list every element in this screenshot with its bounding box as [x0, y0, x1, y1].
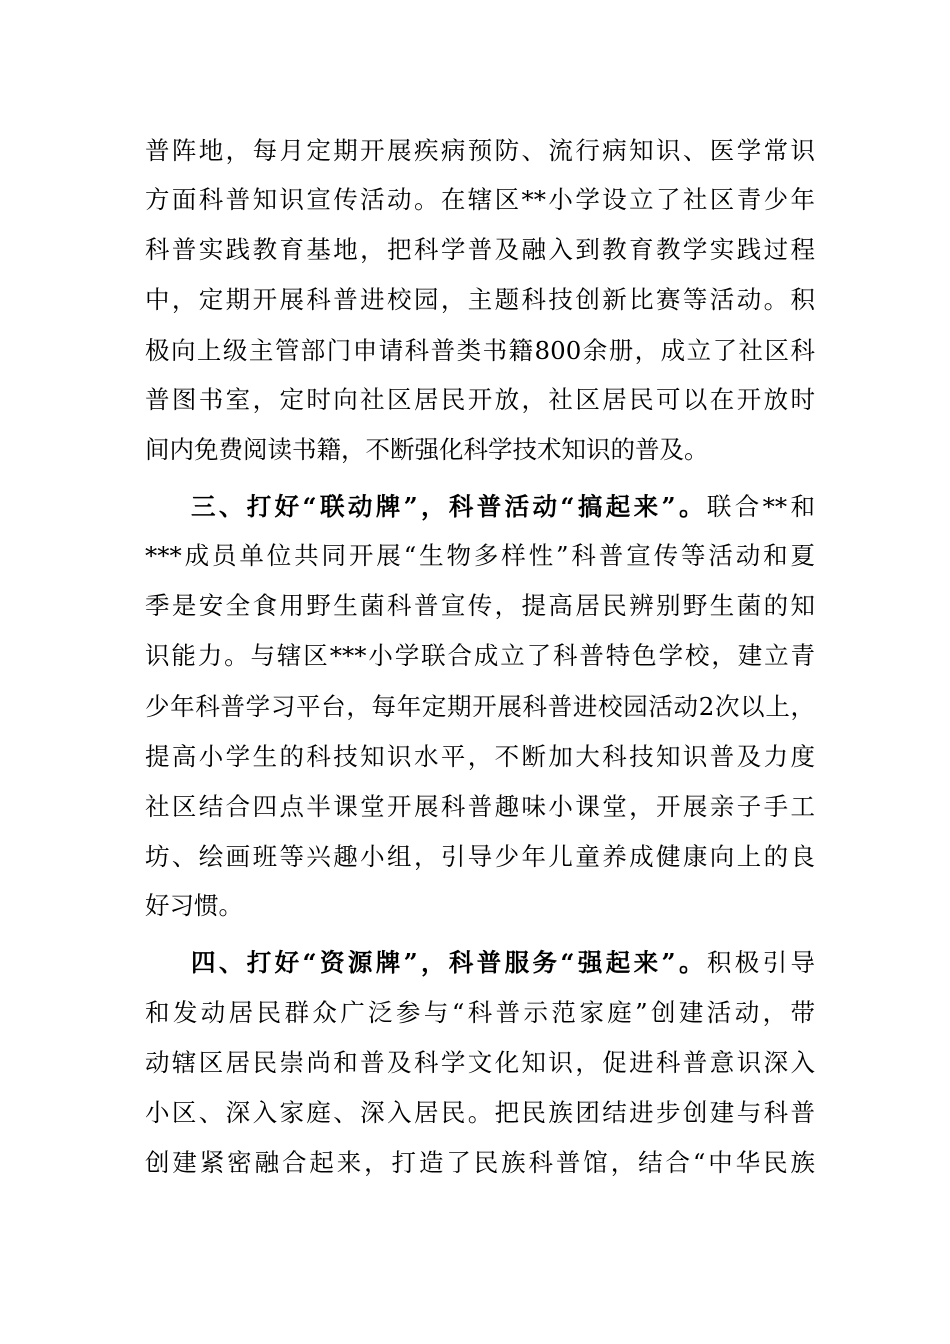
paragraph-line: 坊、绘画班等兴趣小组，引导少年儿童养成健康向上的良 — [145, 842, 815, 871]
section-heading: 四、打好“资源牌”，科普服务“强起来”。 — [191, 948, 707, 977]
paragraph-line: 动辖区居民崇尚和普及科学文化知识，促进科普意识深入 — [145, 1048, 815, 1077]
paragraph-line: 和发动居民群众广泛参与“科普示范家庭”创建活动，带 — [145, 998, 815, 1027]
paragraph-line: 好习惯。 — [145, 891, 243, 920]
paragraph-line: 极向上级主管部门申请科普类书籍800余册，成立了社区科 — [145, 336, 815, 365]
paragraph-line: 间内免费阅读书籍，不断强化科学技术知识的普及。 — [145, 435, 709, 464]
paragraph-line: ***成员单位共同开展“生物多样性”科普宣传等活动和夏 — [145, 541, 815, 570]
paragraph-first-line — [191, 487, 815, 527]
paragraph-line: 普图书室，定时向社区居民开放，社区居民可以在开放时 — [145, 385, 815, 414]
paragraph-line: 季是安全食用野生菌科普宣传，提高居民辨别野生菌的知 — [145, 591, 815, 620]
paragraph-line: 方面科普知识宣传活动。在辖区**小学设立了社区青少年 — [145, 185, 815, 214]
paragraph-line: 科普实践教育基地，把科学普及融入到教育教学实践过程 — [145, 235, 815, 264]
paragraph-line: 识能力。与辖区***小学联合成立了科普特色学校，建立青 — [145, 641, 815, 670]
paragraph-line: 普阵地，每月定期开展疾病预防、流行病知识、医学常识 — [145, 136, 815, 165]
paragraph-line: 中，定期开展科普进校园，主题科技创新比赛等活动。积 — [145, 285, 815, 314]
paragraph-text: 积极引导 — [706, 948, 815, 977]
paragraph-line: 少年科普学习平台，每年定期开展科普进校园活动2次以上， — [145, 692, 815, 721]
paragraph-text: 联合**和 — [706, 492, 815, 521]
paragraph-first-line — [191, 943, 815, 983]
paragraph-line: 创建紧密融合起来，打造了民族科普馆，结合“中华民族 — [145, 1148, 815, 1177]
paragraph-line: 提高小学生的科技知识水平，不断加大科技知识普及力度 — [145, 742, 815, 771]
paragraph-line: 社区结合四点半课堂开展科普趣味小课堂，开展亲子手工 — [145, 792, 815, 821]
paragraph-line: 小区、深入家庭、深入居民。把民族团结进步创建与科普 — [145, 1098, 815, 1127]
section-heading: 三、打好“联动牌”，科普活动“搞起来”。 — [191, 492, 707, 521]
